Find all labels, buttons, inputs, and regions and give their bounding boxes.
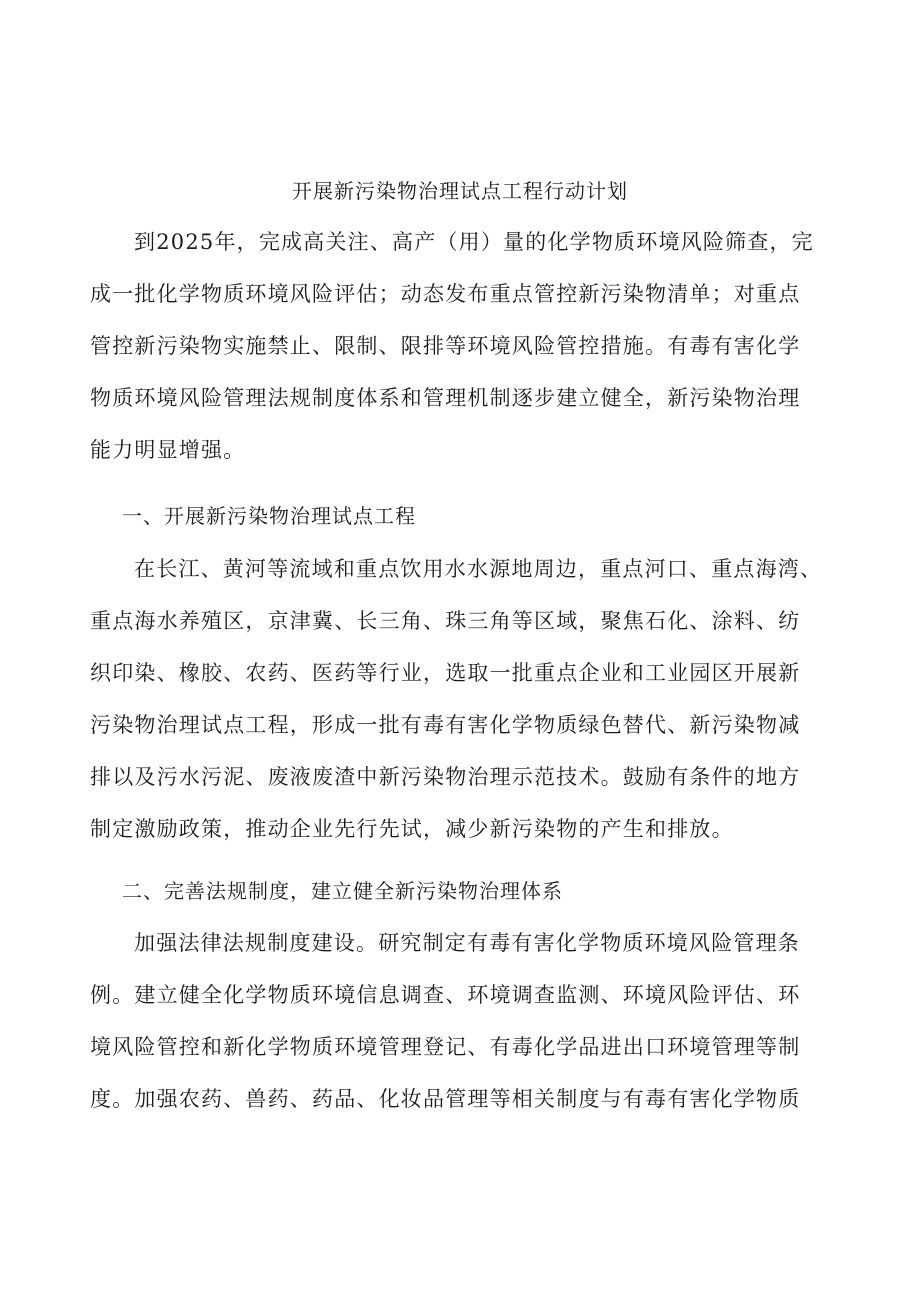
section-heading-1: 一、开展新污染物治理试点工程 <box>122 504 416 528</box>
paragraph-line: 加强法律法规制度建设。研究制定有毒有害化学物质环境风险管理条 <box>134 931 800 955</box>
paragraph-line: 物质环境风险管理法规制度体系和管理机制逐步建立健全，新污染物治理 <box>90 386 801 410</box>
paragraph-line: 成一批化学物质环境风险评估；动态发布重点管控新污染物清单；对重点 <box>90 282 801 306</box>
document-title: 开展新污染物治理试点工程行动计划 <box>292 179 628 203</box>
section-heading-2: 二、完善法规制度，建立健全新污染物治理体系 <box>122 879 563 903</box>
paragraph-line: 度。加强农药、兽药、药品、化妆品管理等相关制度与有毒有害化学物质 <box>90 1087 801 1111</box>
paragraph-line: 在长江、黄河等流域和重点饮用水水源地周边，重点河口、重点海湾、 <box>134 557 823 581</box>
paragraph-line: 能力明显增强。 <box>90 438 246 462</box>
paragraph-line: 重点海水养殖区，京津冀、长三角、珠三角等区域，聚焦石化、涂料、纺 <box>90 609 801 633</box>
paragraph-line: 织印染、橡胶、农药、医药等行业，选取一批重点企业和工业园区开展新 <box>90 661 801 685</box>
paragraph-line: 污染物治理试点工程，形成一批有毒有害化学物质绿色替代、新污染物减 <box>90 713 801 737</box>
paragraph-line: 境风险管控和新化学物质环境管理登记、有毒化学品进出口环境管理等制 <box>90 1035 801 1059</box>
paragraph-line: 管控新污染物实施禁止、限制、限排等环境风险管控措施。有毒有害化学 <box>90 334 801 358</box>
section2-paragraph <box>90 917 850 1125</box>
paragraph-line: 排以及污水污泥、废液废渣中新污染物治理示范技术。鼓励有条件的地方 <box>90 765 801 789</box>
paragraph-line: 到2025年，完成高关注、高产（用）量的化学物质环境风险筛查，完 <box>134 230 814 254</box>
intro-paragraph <box>90 216 850 476</box>
paragraph-line: 例。建立健全化学物质环境信息调查、环境调查监测、环境风险评估、环 <box>90 983 801 1007</box>
paragraph-line: 制定激励政策，推动企业先行先试，减少新污染物的产生和排放。 <box>90 817 734 841</box>
section1-paragraph <box>90 543 850 855</box>
